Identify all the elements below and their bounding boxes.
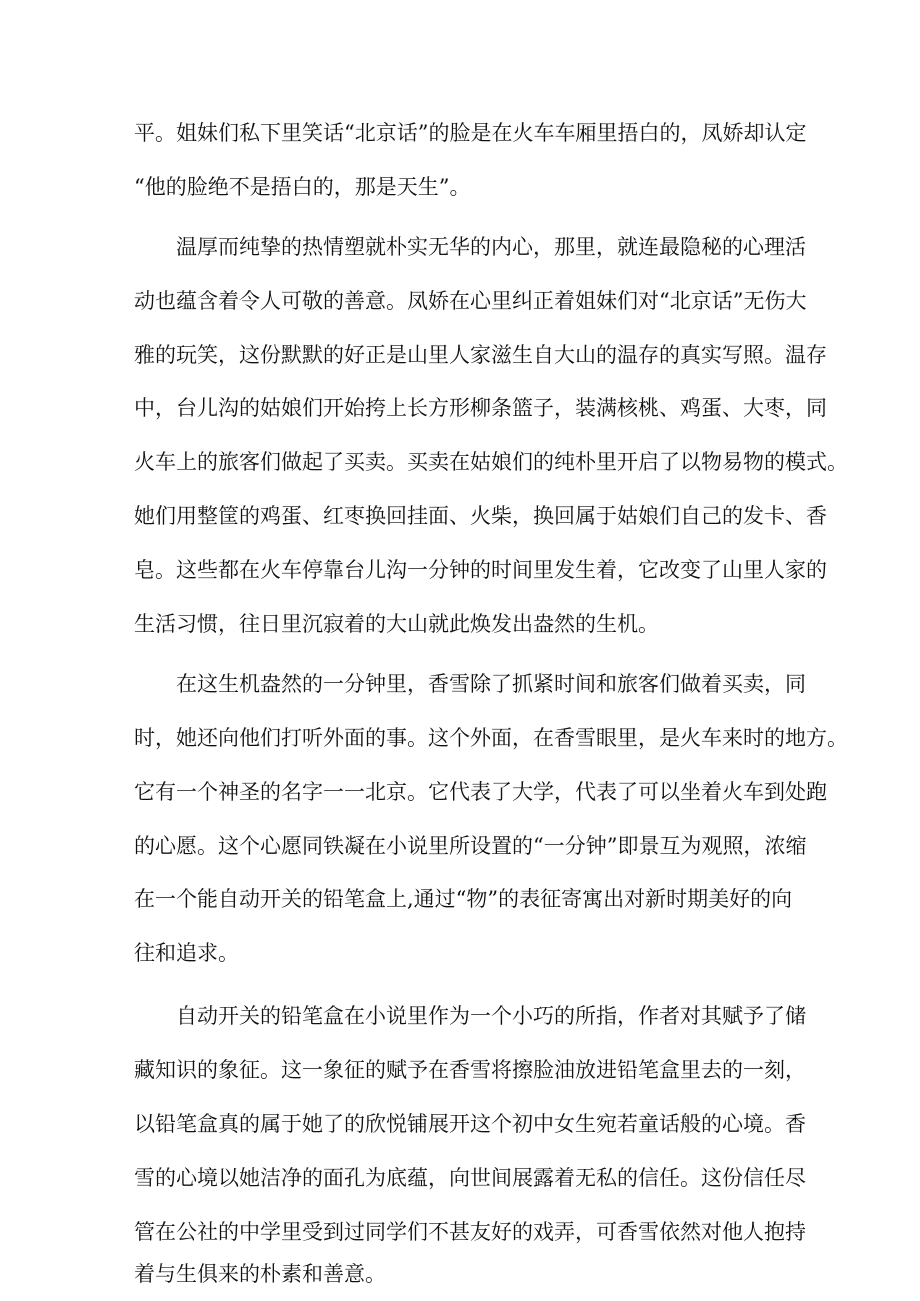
paragraph-2-line-1: 温厚而纯挚的热情塑就朴实无华的内心，那里，就连最隐秘的心理活 <box>176 235 806 259</box>
paragraph-1-line-2: “他的脸绝不是捂白的，那是天生”。 <box>134 175 471 199</box>
paragraph-2-line-4: 中，台儿沟的姑娘们开始挎上长方形柳条篮子，装满核桃、鸡蛋、大枣，同 <box>134 396 827 420</box>
paragraph-4-line-5: 管在公社的中学里受到过同学们不甚友好的戏弄，可香雪依然对他人抱持 <box>134 1220 806 1244</box>
paragraph-3-line-3: 它有一个神圣的名字一一北京。它代表了大学，代表了可以坐着火车到处跑 <box>134 780 827 804</box>
paragraph-4-line-2: 藏知识的象征。这一象征的赋予在香雪将擦脸油放进铅笔盒里去的一刻， <box>134 1058 806 1082</box>
paragraph-3-line-2: 时，她还向他们打听外面的事。这个外面，在香雪眼里，是火车来时的地方。 <box>134 726 848 750</box>
paragraph-3-line-5: 在一个能自动开关的铅笔盒上,通过“物”的表征寄寓出对新时期美好的向 <box>134 887 793 911</box>
paragraph-3-line-1: 在这生机盎然的一分钟里，香雪除了抓紧时间和旅客们做着买卖，同 <box>176 672 806 696</box>
paragraph-4-line-1: 自动开关的铅笔盒在小说里作为一个小巧的所指，作者对其赋予了储 <box>176 1004 806 1028</box>
paragraph-2-line-8: 生活习惯，往日里沉寂着的大山就此焕发出盎然的生机。 <box>134 612 659 636</box>
paragraph-4-line-4: 雪的心境以她洁净的面孔为底蕴，向世间展露着无私的信任。这份信任尽 <box>134 1166 806 1190</box>
paragraph-4-line-6: 着与生俱来的朴素和善意。 <box>134 1262 386 1286</box>
paragraph-2-line-7: 皂。这些都在火车停靠台儿沟一分钟的时间里发生着，它改变了山里人家的 <box>134 558 827 582</box>
paragraph-2-line-3: 雅的玩笑，这份默默的好正是山里人家滋生自大山的温存的真实写照。温存 <box>134 343 827 367</box>
paragraph-2-line-2: 动也蕴含着令人可敬的善意。凤娇在心里纠正着姐妹们对“北京话”无伤大 <box>134 289 807 313</box>
paragraph-3-line-6: 往和追求。 <box>134 941 239 965</box>
paragraph-2-line-5: 火车上的旅客们做起了买卖。买卖在姑娘们的纯朴里开启了以物易物的模式。 <box>134 450 848 474</box>
paragraph-4-line-3: 以铅笔盒真的属于她了的欣悦铺展开这个初中女生宛若童话般的心境。香 <box>134 1112 806 1136</box>
paragraph-2-line-6: 她们用整筐的鸡蛋、红枣换回挂面、火柴，换回属于姑娘们自己的发卡、香 <box>134 504 827 528</box>
paragraph-1-line-1: 平。姐妹们私下里笑话“北京话”的脸是在火车车厢里捂白的，凤娇却认定 <box>134 121 807 145</box>
paragraph-3-line-4: 的心愿。这个心愿同铁凝在小说里所设置的“一分钟”即景互为观照，浓缩 <box>134 834 807 858</box>
